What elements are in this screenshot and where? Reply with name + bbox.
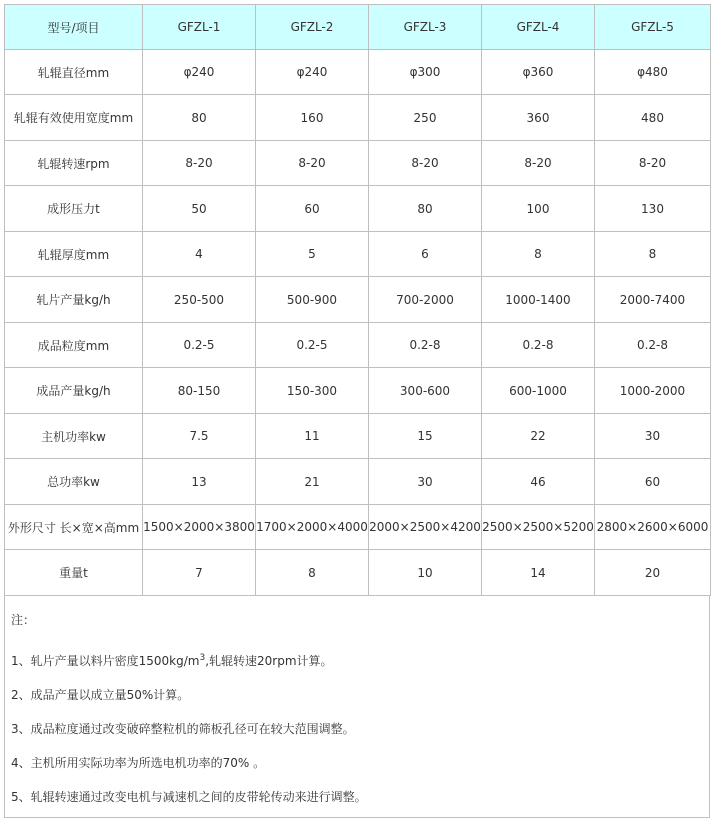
table-row <box>5 186 711 232</box>
value-cell: 11 <box>256 414 369 459</box>
header-cell-item: 型号/项目 <box>5 5 143 50</box>
table-row <box>5 277 711 323</box>
value-cell: 7.5 <box>143 414 256 459</box>
row-label-cell: 轧辊有效使用宽度mm <box>5 95 143 141</box>
header-cell-model: GFZL-1 <box>143 5 256 50</box>
value-cell: 8 <box>256 550 369 596</box>
row-label-cell: 轧辊转速rpm <box>5 141 143 186</box>
value-cell: 60 <box>595 459 711 505</box>
value-cell: 250-500 <box>143 277 256 323</box>
notes-heading: 注： <box>11 613 36 627</box>
value-cell: 2000×2500×4200 <box>369 505 482 550</box>
value-cell: 21 <box>256 459 369 505</box>
row-label-cell: 重量t <box>5 550 143 596</box>
row-label-cell: 成形压力t <box>5 186 143 232</box>
value-cell: 20 <box>595 550 711 596</box>
table-row <box>5 414 711 459</box>
value-cell: 2800×2600×6000 <box>595 505 711 550</box>
value-cell: 1000-1400 <box>482 277 595 323</box>
note-1 <box>11 652 333 669</box>
value-cell: 50 <box>143 186 256 232</box>
value-cell: 60 <box>256 186 369 232</box>
table-row <box>5 459 711 505</box>
value-cell: 100 <box>482 186 595 232</box>
value-cell: φ300 <box>369 50 482 95</box>
value-cell: 30 <box>369 459 482 505</box>
table-row <box>5 368 711 414</box>
value-cell: 1700×2000×4000 <box>256 505 369 550</box>
spec-table <box>4 4 711 596</box>
value-cell: φ480 <box>595 50 711 95</box>
value-cell: 1000-2000 <box>595 368 711 414</box>
note-1-superscript: 3 <box>199 653 206 663</box>
table-row <box>5 95 711 141</box>
value-cell: 130 <box>595 186 711 232</box>
table-row <box>5 323 711 368</box>
value-cell: 2000-7400 <box>595 277 711 323</box>
table-row <box>5 50 711 95</box>
value-cell: 360 <box>482 95 595 141</box>
value-cell: 10 <box>369 550 482 596</box>
value-cell: 80 <box>369 186 482 232</box>
note-1-text: 1、轧片产量以料片密度1500kg/m <box>11 654 200 668</box>
table-row <box>5 232 711 277</box>
value-cell: 8 <box>595 232 711 277</box>
table-row <box>5 505 711 550</box>
value-cell: 500-900 <box>256 277 369 323</box>
header-cell-model: GFZL-3 <box>369 5 482 50</box>
row-label-cell: 轧片产量kg/h <box>5 277 143 323</box>
row-label-cell: 成品产量kg/h <box>5 368 143 414</box>
value-cell: φ360 <box>482 50 595 95</box>
value-cell: 150-300 <box>256 368 369 414</box>
value-cell: 0.2-8 <box>369 323 482 368</box>
notes-section <box>4 596 710 818</box>
value-cell: 8-20 <box>256 141 369 186</box>
value-cell: 2500×2500×5200 <box>482 505 595 550</box>
row-label-cell: 外形尺寸 长×宽×高mm <box>5 505 143 550</box>
note-4: 4、主机所用实际功率为所选电机功率的70% 。 <box>11 756 266 770</box>
value-cell: 0.2-8 <box>482 323 595 368</box>
row-label-cell: 轧辊厚度mm <box>5 232 143 277</box>
table-row <box>5 550 711 596</box>
value-cell: 15 <box>369 414 482 459</box>
row-label-cell: 轧辊直径mm <box>5 50 143 95</box>
value-cell: 0.2-5 <box>256 323 369 368</box>
note-3: 3、成品粒度通过改变破碎整粒机的筛板孔径可在较大范围调整。 <box>11 722 355 736</box>
note-1-tail: ,轧辊转速20rpm计算。 <box>205 654 333 668</box>
table-row <box>5 141 711 186</box>
value-cell: 13 <box>143 459 256 505</box>
value-cell: 600-1000 <box>482 368 595 414</box>
header-cell-model: GFZL-2 <box>256 5 369 50</box>
value-cell: 80-150 <box>143 368 256 414</box>
value-cell: 1500×2000×3800 <box>143 505 256 550</box>
note-5: 5、轧辊转速通过改变电机与减速机之间的皮带轮传动来进行调整。 <box>11 790 367 804</box>
row-label-cell: 总功率kw <box>5 459 143 505</box>
table-body <box>5 50 711 596</box>
note-2: 2、成品产量以成立量50%计算。 <box>11 688 190 702</box>
header-row <box>5 5 711 50</box>
value-cell: 5 <box>256 232 369 277</box>
value-cell: 30 <box>595 414 711 459</box>
value-cell: 6 <box>369 232 482 277</box>
value-cell: 80 <box>143 95 256 141</box>
value-cell: 250 <box>369 95 482 141</box>
value-cell: φ240 <box>143 50 256 95</box>
value-cell: 46 <box>482 459 595 505</box>
value-cell: φ240 <box>256 50 369 95</box>
value-cell: 480 <box>595 95 711 141</box>
value-cell: 8-20 <box>143 141 256 186</box>
value-cell: 8-20 <box>595 141 711 186</box>
row-label-cell: 主机功率kw <box>5 414 143 459</box>
row-label-cell: 成品粒度mm <box>5 323 143 368</box>
value-cell: 160 <box>256 95 369 141</box>
value-cell: 8-20 <box>369 141 482 186</box>
header-cell-model: GFZL-5 <box>595 5 711 50</box>
header-cell-model: GFZL-4 <box>482 5 595 50</box>
value-cell: 22 <box>482 414 595 459</box>
value-cell: 14 <box>482 550 595 596</box>
value-cell: 8-20 <box>482 141 595 186</box>
value-cell: 0.2-5 <box>143 323 256 368</box>
value-cell: 7 <box>143 550 256 596</box>
value-cell: 4 <box>143 232 256 277</box>
value-cell: 8 <box>482 232 595 277</box>
spec-table-container <box>4 4 710 818</box>
value-cell: 0.2-8 <box>595 323 711 368</box>
value-cell: 700-2000 <box>369 277 482 323</box>
value-cell: 300-600 <box>369 368 482 414</box>
